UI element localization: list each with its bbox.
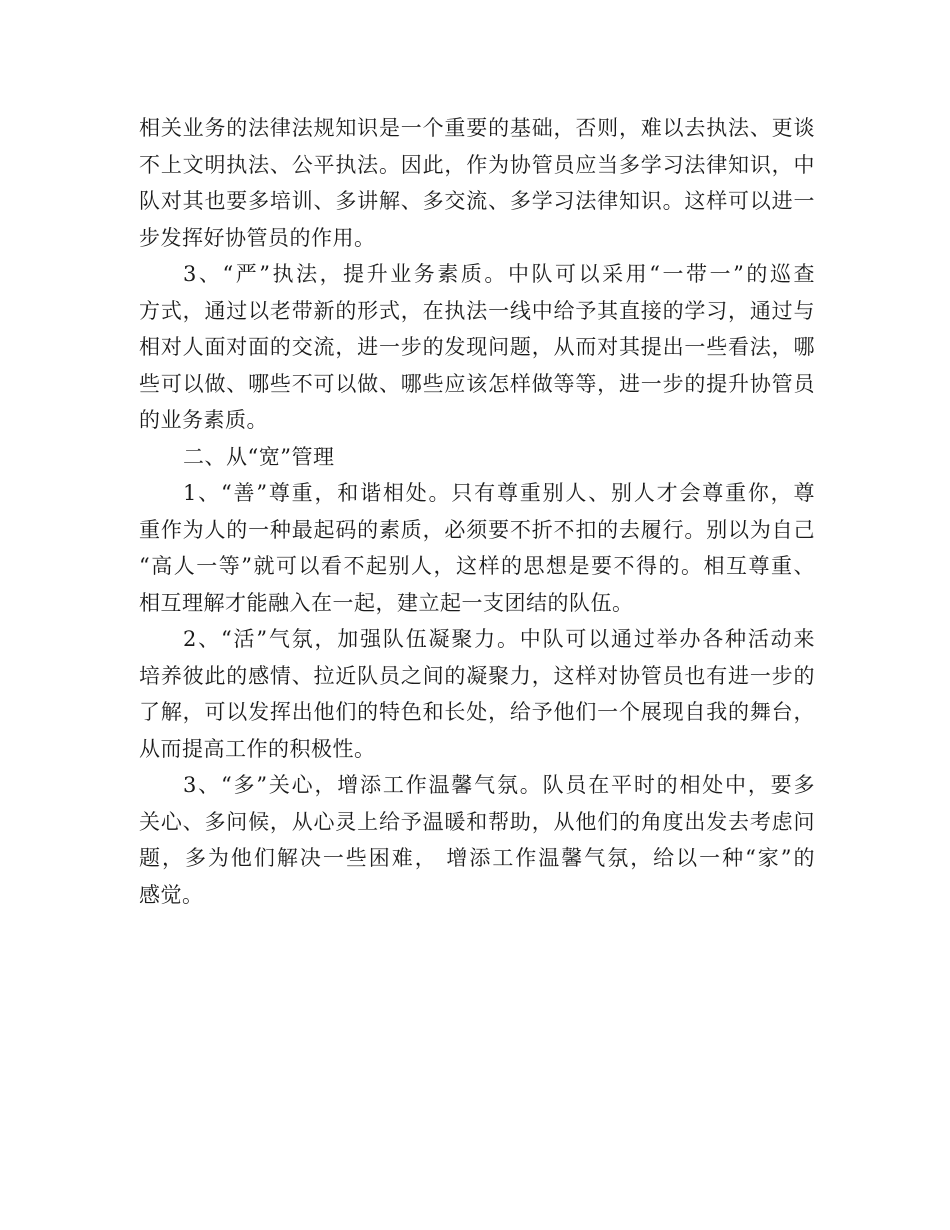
text-line: 相互理解才能融入在一起，建立起一支团结的队伍。 xyxy=(139,590,634,615)
text-line: 方式，通过以老带新的形式，在执法一线中给予其直接的学习，通过与 xyxy=(139,298,815,323)
text-line: 步发挥好协管员的作用。 xyxy=(139,225,376,250)
text-line: 二、从“宽”管理 xyxy=(183,444,335,469)
text-line: 相关业务的法律法规知识是一个重要的基础，否则，难以去执法、更谈 xyxy=(139,116,815,140)
text-line: 3、“多”关心，增添工作温馨气氛。队员在平时的相处中，要多 xyxy=(183,773,815,797)
text-line: 的业务素质。 xyxy=(139,408,268,432)
text-line: 些可以做、哪些不可以做、哪些应该怎样做等等，进一步的提升协管员 xyxy=(139,371,815,396)
document-body xyxy=(139,110,815,913)
text-line: 关心、多问候，从心灵上给予温暖和帮助，从他们的角度出发去考虑问 xyxy=(139,809,815,834)
text-line: 1、“善”尊重，和谐相处。只有尊重别人、别人才会尊重你，尊 xyxy=(183,481,815,505)
text-line: 2、“活”气氛，加强队伍凝聚力。中队可以通过举办各种活动来 xyxy=(183,627,815,651)
text-line: 不上文明执法、公平执法。因此，作为协管员应当多学习法律知识，中 xyxy=(139,152,815,177)
text-line: 队对其也要多培训、多讲解、多交流、多学习法律知识。这样可以进一 xyxy=(139,189,815,213)
text-line: 感觉。 xyxy=(139,882,204,907)
text-line: 培养彼此的感情、拉近队员之间的凝聚力，这样对协管员也有进一步的 xyxy=(139,663,815,688)
text-line: 重作为人的一种最起码的素质，必须要不折不扣的去履行。别以为自己 xyxy=(139,517,815,542)
text-line: 3、“严”执法，提升业务素质。中队可以采用“一带一”的巡查 xyxy=(183,262,815,286)
text-line: 从而提高工作的积极性。 xyxy=(139,736,376,761)
text-line: 题，多为他们解决一些困难， 增添工作温馨气氛，给以一种“家”的 xyxy=(139,846,815,870)
text-line: “高人一等”就可以看不起别人，这样的思想是要不得的。相互尊重、 xyxy=(139,554,815,578)
text-line: 相对人面对面的交流，进一步的发现问题，从而对其提出一些看法，哪 xyxy=(139,335,815,359)
text-line: 了解，可以发挥出他们的特色和长处，给予他们一个展现自我的舞台， xyxy=(139,700,815,724)
